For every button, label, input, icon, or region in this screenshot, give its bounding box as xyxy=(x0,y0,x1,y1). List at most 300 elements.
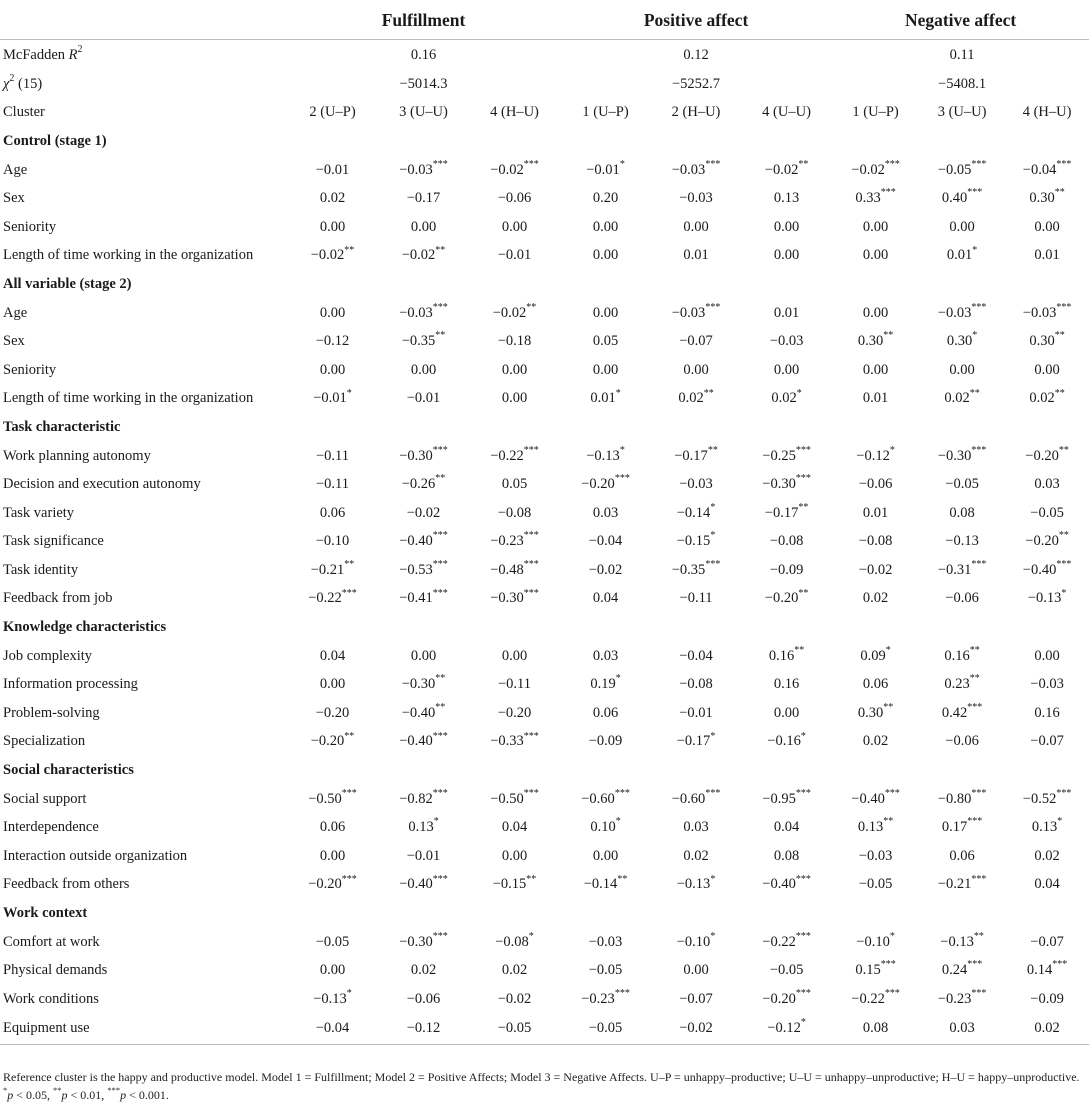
significance-stars: *** xyxy=(432,930,448,942)
coefficient-cell xyxy=(741,242,832,271)
coefficient-cell xyxy=(560,670,651,699)
significance-stars: ** xyxy=(1058,530,1069,542)
coefficient-cell xyxy=(560,956,651,985)
significance-stars: ** xyxy=(883,816,894,828)
coefficient-cell xyxy=(378,842,469,871)
coefficient-cell xyxy=(741,184,832,213)
coefficient-value: 0.00 xyxy=(410,361,437,378)
section-header-row xyxy=(0,756,1089,785)
coefficient-cell xyxy=(1005,470,1089,499)
coefficient-cell xyxy=(741,985,832,1014)
coefficient-value: −0.15 xyxy=(676,533,711,550)
coefficient-cell xyxy=(741,356,832,385)
coefficient-value: 0.00 xyxy=(592,361,619,378)
coefficient-cell xyxy=(741,642,832,671)
coefficient-value: 0.04 xyxy=(592,590,619,607)
coefficient-value: 0.16 xyxy=(944,647,970,664)
coefficient-value: −0.53 xyxy=(399,561,433,578)
coefficient-cell xyxy=(832,184,919,213)
significance-stars: * xyxy=(972,244,978,256)
coefficient-cell xyxy=(469,327,560,356)
coefficient-cell xyxy=(287,213,378,242)
coefficient-value: −0.07 xyxy=(1030,733,1064,750)
coefficient-value: −0.20 xyxy=(762,990,796,1007)
cluster-col: 1 (U–P) xyxy=(582,104,629,121)
coefficient-cell xyxy=(560,642,651,671)
coefficient-value: −0.04 xyxy=(1022,161,1057,178)
coefficient-value: 0.30 xyxy=(1029,190,1055,207)
coefficient-cell xyxy=(469,299,560,328)
negative-affect-header: Negative affect xyxy=(904,10,1017,30)
significance-stars: * xyxy=(710,930,716,942)
coefficient-cell xyxy=(651,642,741,671)
coefficient-value: 0.01 xyxy=(683,247,709,264)
coefficient-cell xyxy=(378,699,469,728)
coefficient-value: 0.00 xyxy=(862,304,889,321)
coefficient-cell xyxy=(378,556,469,585)
significance-stars: *** xyxy=(795,930,811,942)
coefficient-value: −0.05 xyxy=(497,1020,532,1037)
coefficient-value: −0.05 xyxy=(769,962,804,979)
row-label: Comfort at work xyxy=(3,933,100,950)
coefficient-value: 0.00 xyxy=(319,847,346,864)
coefficient-cell xyxy=(1005,499,1089,528)
coefficient-cell xyxy=(651,813,741,842)
coefficient-cell xyxy=(469,1014,560,1045)
coefficient-value: 0.24 xyxy=(941,962,968,979)
coefficient-cell xyxy=(741,842,832,871)
coefficient-value: 0.00 xyxy=(683,218,709,235)
coefficient-value: −0.05 xyxy=(937,161,972,178)
coefficient-cell xyxy=(919,499,1005,528)
coefficient-value: 0.00 xyxy=(501,847,528,864)
coefficient-value: −0.95 xyxy=(762,790,796,807)
coefficient-value: 0.00 xyxy=(592,847,619,864)
coefficient-cell xyxy=(741,813,832,842)
coefficient-value: −0.02 xyxy=(497,990,532,1007)
coefficient-value: −0.40 xyxy=(399,876,433,893)
coefficient-cell xyxy=(832,699,919,728)
coefficient-cell xyxy=(741,785,832,814)
coefficient-cell xyxy=(378,213,469,242)
coefficient-value: 0.00 xyxy=(949,361,975,378)
table-row xyxy=(0,670,1089,699)
significance-stars: *** xyxy=(523,730,539,742)
coefficient-value: 0.00 xyxy=(862,361,889,378)
coefficient-value: −0.14 xyxy=(583,876,618,893)
coefficient-cell xyxy=(651,242,741,271)
significance-stars: * xyxy=(346,987,352,999)
coefficient-value: 0.14 xyxy=(1026,962,1053,979)
significance-stars: *** xyxy=(795,873,811,885)
significance-stars: *** xyxy=(523,787,539,799)
coefficient-cell xyxy=(287,499,378,528)
coefficient-value: 0.02 xyxy=(771,390,797,407)
coefficient-value: −0.48 xyxy=(490,561,524,578)
coefficient-cell xyxy=(651,499,741,528)
significance-stars: ** xyxy=(969,673,980,685)
coefficient-value: 0.00 xyxy=(501,361,528,378)
coefficient-cell xyxy=(832,871,919,900)
coefficient-value: 0.00 xyxy=(1034,361,1060,378)
coefficient-value: −0.40 xyxy=(401,704,436,721)
section-title: Social characteristics xyxy=(3,762,134,779)
coefficient-value: 0.00 xyxy=(683,962,709,979)
coefficient-cell xyxy=(832,985,919,1014)
coefficient-cell xyxy=(378,184,469,213)
coefficient-cell xyxy=(919,813,1005,842)
coefficient-cell xyxy=(741,385,832,414)
coefficient-value: −0.09 xyxy=(1030,990,1064,1007)
coefficient-value: −0.09 xyxy=(769,561,804,578)
coefficient-value: 0.04 xyxy=(1034,876,1060,893)
coefficient-value: −0.60 xyxy=(671,790,706,807)
coefficient-value: −0.30 xyxy=(762,476,796,493)
coefficient-value: −0.11 xyxy=(498,676,532,693)
coefficient-value: −0.40 xyxy=(1022,561,1057,578)
coefficient-cell xyxy=(287,699,378,728)
coefficient-value: 0.08 xyxy=(949,504,975,521)
coefficient-cell xyxy=(469,184,560,213)
coefficient-cell xyxy=(741,213,832,242)
coefficient-value: −0.07 xyxy=(679,333,713,350)
significance-stars: *** xyxy=(971,873,987,885)
coefficient-cell xyxy=(469,928,560,957)
significance-stars: *** xyxy=(971,559,987,571)
coefficient-value: −0.04 xyxy=(588,533,623,550)
table-row xyxy=(0,842,1089,871)
coefficient-value: 0.01 xyxy=(946,247,973,264)
significance-stars: * xyxy=(528,930,534,942)
coefficient-cell xyxy=(469,956,560,985)
coefficient-value: −0.11 xyxy=(315,447,349,464)
coefficient-value: −0.03 xyxy=(769,333,804,350)
coefficient-cell xyxy=(560,470,651,499)
coefficient-cell xyxy=(560,785,651,814)
cluster-col: 2 (U–P) xyxy=(309,104,356,121)
significance-stars: *** xyxy=(1056,787,1072,799)
coefficient-value: 0.05 xyxy=(592,333,619,350)
coefficient-cell xyxy=(287,842,378,871)
coefficient-cell xyxy=(469,642,560,671)
significance-stars: ** xyxy=(707,444,718,456)
coefficient-cell xyxy=(287,356,378,385)
significance-stars: *** xyxy=(432,559,448,571)
coefficient-cell xyxy=(651,184,741,213)
r2-positive-affect: 0.12 xyxy=(651,40,741,71)
coefficient-value: 0.00 xyxy=(410,218,437,235)
significance-stars: ** xyxy=(1054,387,1065,399)
coefficient-value: 0.08 xyxy=(773,847,800,864)
coefficient-cell xyxy=(651,556,741,585)
coefficient-cell xyxy=(651,156,741,185)
coefficient-cell xyxy=(651,470,741,499)
coefficient-value: 0.00 xyxy=(949,218,975,235)
coefficient-value: 0.00 xyxy=(319,218,346,235)
table-row xyxy=(0,871,1089,900)
significance-stars: *** xyxy=(971,301,987,313)
coefficient-value: −0.50 xyxy=(490,790,524,807)
coefficient-value: 0.02 xyxy=(501,962,528,979)
coefficient-value: 0.20 xyxy=(592,190,619,207)
table-row xyxy=(0,985,1089,1014)
significance-stars: *** xyxy=(432,530,448,542)
coefficient-value: 0.00 xyxy=(501,218,528,235)
table-row xyxy=(0,470,1089,499)
coefficient-cell xyxy=(287,956,378,985)
table-row xyxy=(0,184,1089,213)
coefficient-value: 0.05 xyxy=(501,476,528,493)
coefficient-value: 0.04 xyxy=(501,819,528,836)
coefficient-cell xyxy=(378,385,469,414)
coefficient-cell xyxy=(919,956,1005,985)
coefficient-value: 0.08 xyxy=(862,1020,889,1037)
coefficient-value: −0.22 xyxy=(490,447,524,464)
mcfadden-label: McFadden $R^2$ xyxy=(0,40,287,71)
coefficient-value: −0.20 xyxy=(315,704,350,721)
row-label: Equipment use xyxy=(0,1014,287,1045)
coefficient-cell xyxy=(832,499,919,528)
table-row xyxy=(0,813,1089,842)
significance-stars: ** xyxy=(435,330,446,342)
coefficient-cell xyxy=(469,442,560,471)
coefficient-cell xyxy=(469,385,560,414)
coefficient-value: −0.02 xyxy=(679,1020,713,1037)
significance-stars: *** xyxy=(341,873,357,885)
coefficient-cell xyxy=(469,985,560,1014)
coefficient-cell xyxy=(741,871,832,900)
coefficient-cell xyxy=(741,585,832,614)
coefficient-value: −0.05 xyxy=(588,962,623,979)
significance-stars: ** xyxy=(883,330,894,342)
coefficient-value: 0.02 xyxy=(683,847,709,864)
coefficient-value: 0.15 xyxy=(855,962,881,979)
coefficient-cell xyxy=(1005,184,1089,213)
coefficient-value: −0.30 xyxy=(937,447,972,464)
coefficient-cell xyxy=(651,585,741,614)
table-row xyxy=(0,699,1089,728)
significance-stars: * xyxy=(710,730,716,742)
coefficient-cell xyxy=(378,470,469,499)
coefficient-cell xyxy=(1005,842,1089,871)
significance-stars: *** xyxy=(614,473,630,485)
coefficient-cell xyxy=(560,242,651,271)
coefficient-cell xyxy=(1005,442,1089,471)
coefficient-value: 0.01 xyxy=(862,504,889,521)
significance-stars: ** xyxy=(798,501,809,513)
coefficient-value: −0.08 xyxy=(497,504,532,521)
table-row xyxy=(0,327,1089,356)
coefficient-cell xyxy=(651,213,741,242)
coefficient-value: −0.03 xyxy=(671,304,706,321)
coefficient-value: −0.21 xyxy=(937,876,972,893)
coefficient-cell xyxy=(469,470,560,499)
coefficient-value: −0.20 xyxy=(581,476,615,493)
coefficient-value: 0.10 xyxy=(590,819,616,836)
coefficient-cell xyxy=(378,356,469,385)
coefficient-value: 0.17 xyxy=(941,819,968,836)
coefficient-value: −0.16 xyxy=(767,733,801,750)
table-row xyxy=(0,528,1089,557)
coefficient-cell xyxy=(741,442,832,471)
coefficient-cell xyxy=(741,928,832,957)
coefficient-cell xyxy=(741,156,832,185)
significance-stars: ** xyxy=(435,702,446,714)
coefficient-cell xyxy=(832,585,919,614)
row-label: Job complexity xyxy=(3,647,93,664)
coefficient-value: −0.02 xyxy=(858,561,893,578)
coefficient-cell xyxy=(741,728,832,757)
significance-stars: *** xyxy=(432,444,448,456)
coefficient-cell xyxy=(287,184,378,213)
coefficient-cell xyxy=(741,528,832,557)
significance-stars: * xyxy=(346,387,352,399)
coefficient-cell xyxy=(287,1014,378,1045)
coefficient-cell xyxy=(919,156,1005,185)
coefficient-cell xyxy=(651,385,741,414)
coefficient-cell xyxy=(741,327,832,356)
coefficient-value: −0.03 xyxy=(1030,676,1064,693)
coefficient-cell xyxy=(1005,699,1089,728)
coefficient-value: 0.06 xyxy=(862,676,889,693)
coefficient-value: 0.02 xyxy=(862,590,889,607)
positive-affect-header: Positive affect xyxy=(643,10,749,30)
coefficient-value: 0.00 xyxy=(319,304,346,321)
coefficient-cell xyxy=(919,242,1005,271)
significance-stars: ** xyxy=(526,301,537,313)
coefficient-value: 0.00 xyxy=(773,361,800,378)
coefficient-cell xyxy=(919,442,1005,471)
coefficient-cell xyxy=(919,728,1005,757)
coefficient-value: 0.02 xyxy=(1034,1020,1060,1037)
coefficient-cell xyxy=(651,928,741,957)
coefficient-cell xyxy=(378,985,469,1014)
coefficient-cell xyxy=(1005,956,1089,985)
coefficient-value: −0.10 xyxy=(676,933,711,950)
coefficient-cell xyxy=(651,442,741,471)
coefficient-cell xyxy=(832,785,919,814)
coefficient-value: −0.05 xyxy=(315,933,350,950)
coefficient-value: −0.30 xyxy=(399,447,433,464)
coefficient-value: −0.30 xyxy=(401,676,436,693)
coefficient-value: −0.01 xyxy=(313,390,347,407)
significance-stars: *** xyxy=(614,987,630,999)
coefficient-value: 0.30 xyxy=(1029,333,1055,350)
coefficient-value: −0.01 xyxy=(315,161,350,178)
coefficient-cell xyxy=(287,642,378,671)
coefficient-cell xyxy=(469,213,560,242)
coefficient-cell xyxy=(832,728,919,757)
coefficient-value: 0.13 xyxy=(857,819,884,836)
coefficient-value: 0.01 xyxy=(1034,247,1060,264)
coefficient-cell xyxy=(919,299,1005,328)
coefficient-cell xyxy=(469,728,560,757)
coefficient-value: −0.20 xyxy=(497,704,532,721)
significance-stars: ** xyxy=(526,873,537,885)
significance-stars: *** xyxy=(1056,301,1072,313)
table-row xyxy=(0,785,1089,814)
coefficient-value: 0.02 xyxy=(1029,390,1055,407)
coefficient-cell xyxy=(1005,585,1089,614)
coefficient-cell xyxy=(378,928,469,957)
significance-stars: *** xyxy=(880,959,896,971)
significance-stars: ** xyxy=(969,387,980,399)
coefficient-value: −0.14 xyxy=(676,504,711,521)
row-label: Feedback from others xyxy=(3,876,130,893)
coefficient-value: 0.00 xyxy=(592,247,619,264)
coefficient-cell xyxy=(1005,785,1089,814)
coefficient-value: −0.05 xyxy=(945,476,979,493)
coefficient-cell xyxy=(919,642,1005,671)
coefficient-value: 0.00 xyxy=(862,218,889,235)
coefficient-value: −0.18 xyxy=(497,333,532,350)
coefficient-value: −0.02 xyxy=(851,161,885,178)
coefficient-value: 0.03 xyxy=(1034,476,1060,493)
coefficient-cell xyxy=(378,442,469,471)
coefficient-value: −0.03 xyxy=(679,190,713,207)
coefficient-value: −0.01 xyxy=(406,390,441,407)
coefficient-cell xyxy=(1005,242,1089,271)
coefficient-value: −0.02 xyxy=(490,161,524,178)
significance-stars: * xyxy=(796,387,802,399)
coefficient-cell xyxy=(1005,928,1089,957)
row-label: Length of time working in the organization xyxy=(3,247,254,264)
coefficient-value: −0.25 xyxy=(762,447,796,464)
coefficient-cell xyxy=(378,871,469,900)
coefficient-cell xyxy=(469,842,560,871)
coefficient-value: 0.06 xyxy=(592,704,619,721)
significance-stars: *** xyxy=(967,702,983,714)
coefficient-cell xyxy=(287,156,378,185)
significance-stars: *** xyxy=(705,787,721,799)
coefficient-cell xyxy=(1005,1014,1089,1045)
coefficient-value: −0.35 xyxy=(401,333,436,350)
coefficient-value: 0.42 xyxy=(941,704,968,721)
coefficient-cell xyxy=(469,699,560,728)
significance-stars: ** xyxy=(435,244,446,256)
row-label: Task significance xyxy=(3,533,104,550)
coefficient-value: −0.20 xyxy=(764,590,799,607)
coefficient-cell xyxy=(287,299,378,328)
coefficient-value: −0.03 xyxy=(1022,304,1057,321)
coefficient-value: −0.06 xyxy=(406,990,441,1007)
section-header-row xyxy=(0,613,1089,642)
coefficient-cell xyxy=(741,556,832,585)
coefficient-cell xyxy=(651,728,741,757)
coefficient-cell xyxy=(469,156,560,185)
cluster-col: 1 (U–P) xyxy=(852,104,899,121)
coefficient-cell xyxy=(832,642,919,671)
coefficient-cell xyxy=(651,299,741,328)
coefficient-value: 0.03 xyxy=(683,819,709,836)
significance-stars: *** xyxy=(341,587,357,599)
row-label: Feedback from job xyxy=(3,590,113,607)
row-label: Problem-solving xyxy=(3,704,100,721)
coefficient-cell xyxy=(378,785,469,814)
significance-stars: * xyxy=(615,387,621,399)
coefficient-value: 0.00 xyxy=(319,361,346,378)
coefficient-cell xyxy=(832,928,919,957)
significance-stars: ** xyxy=(435,673,446,685)
coefficient-value: −0.05 xyxy=(588,1020,623,1037)
significance-stars: ** xyxy=(1058,444,1069,456)
coefficient-value: 0.02 xyxy=(1034,847,1060,864)
coefficient-value: 0.01 xyxy=(862,390,889,407)
cluster-col: 4 (H–U) xyxy=(490,104,539,121)
significance-stars: *** xyxy=(432,301,448,313)
significance-stars: *** xyxy=(1052,959,1068,971)
coefficient-value: −0.06 xyxy=(497,190,532,207)
